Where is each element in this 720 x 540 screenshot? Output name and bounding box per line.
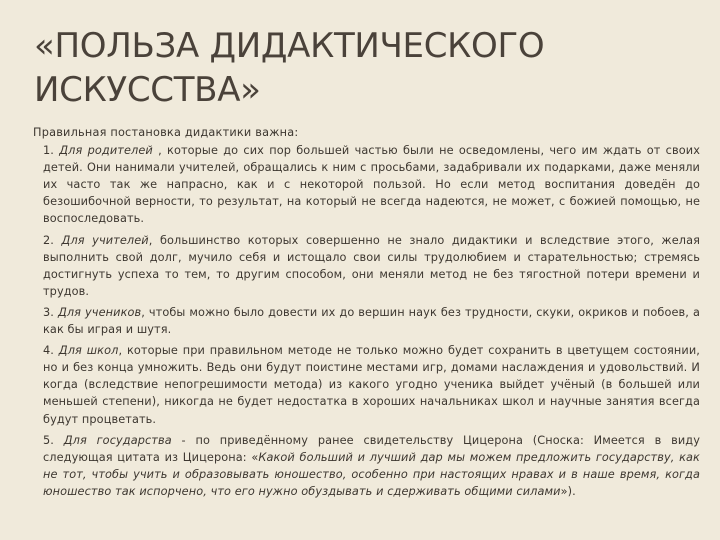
item-text: , чтобы можно было довести их до вершин наук без трудности, скуки, окриков и побоев, а как бы играя и шутя. <box>43 305 700 337</box>
item-emphasis: Для родителей <box>59 144 153 158</box>
item-emphasis: Для школ <box>58 344 119 358</box>
item-text: - по приведённому ранее свидетельству Цицерона (Сноска: Имеется в виду следующая цитата из Цицерона: « <box>43 433 700 464</box>
list-item <box>33 432 700 500</box>
list-item <box>33 304 700 338</box>
item-text: , большинство которых совершенно не знало дидактики и вследствие этого, желая выполнить свой долг, мучило себя и истощало свои силы трудолюбием и старательностью; стремясь достигнуть успеха то тем, то другим способом, они меняли метод не без тягостной потери времени и трудов. <box>43 233 700 298</box>
item-number: 1. <box>43 144 54 158</box>
list-item <box>33 232 700 300</box>
item-number: 3. <box>43 305 54 319</box>
item-emphasis: Для государства <box>63 433 172 447</box>
item-tail: »). <box>560 484 576 498</box>
slide-body <box>33 124 700 504</box>
item-emphasis: Для учителей <box>61 233 149 247</box>
slide-title: «ПОЛЬЗА ДИДАКТИЧЕСКОГО ИСКУССТВА» <box>34 26 545 110</box>
bullet-list <box>33 142 700 500</box>
item-number: 2. <box>43 233 54 247</box>
item-emphasis: Для учеников <box>57 305 142 319</box>
intro-text: Правильная постановка дидактики важна: <box>33 126 299 139</box>
list-item <box>33 142 700 227</box>
item-number: 4. <box>43 344 54 358</box>
item-number: 5. <box>43 433 54 447</box>
item-quote: Какой больший и лучший дар мы можем предложить государству, как не тот, чтобы учить и образовывать юношество, особенно при настоящих нравах и в наше время, когда юношество так испорчено, что его нужно обуздывать и сдерживать общими силами <box>43 450 700 498</box>
list-item <box>33 342 700 427</box>
item-text: , которые при правильном методе не только можно будет сохранить в цветущем состоянии, но и без конца умножить. Ведь они будут поистине местами игр, домами наслаждения и удовольствий. И когда (вследствие непогрешимости метода) из какого угодно ученика выйдет учёный (в большей или меньшей степени), никогда не будет недостатка в хороших начальниках школ и научные занятия всегда будут процветать. <box>43 344 700 426</box>
item-text: , которые до сих пор большей частью были не осведомлены, чего им ждать от своих детей. Они нанимали учителей, обращались к ним с просьбами, задабривали их подарками, даже меняли их часто так же напрасно, как и с некоторой пользой. Но если метод воспитания доведён до безошибочной верности, то результат, на который не всегда надеются, не может, с божией помощью, не воспоследовать. <box>43 144 700 226</box>
